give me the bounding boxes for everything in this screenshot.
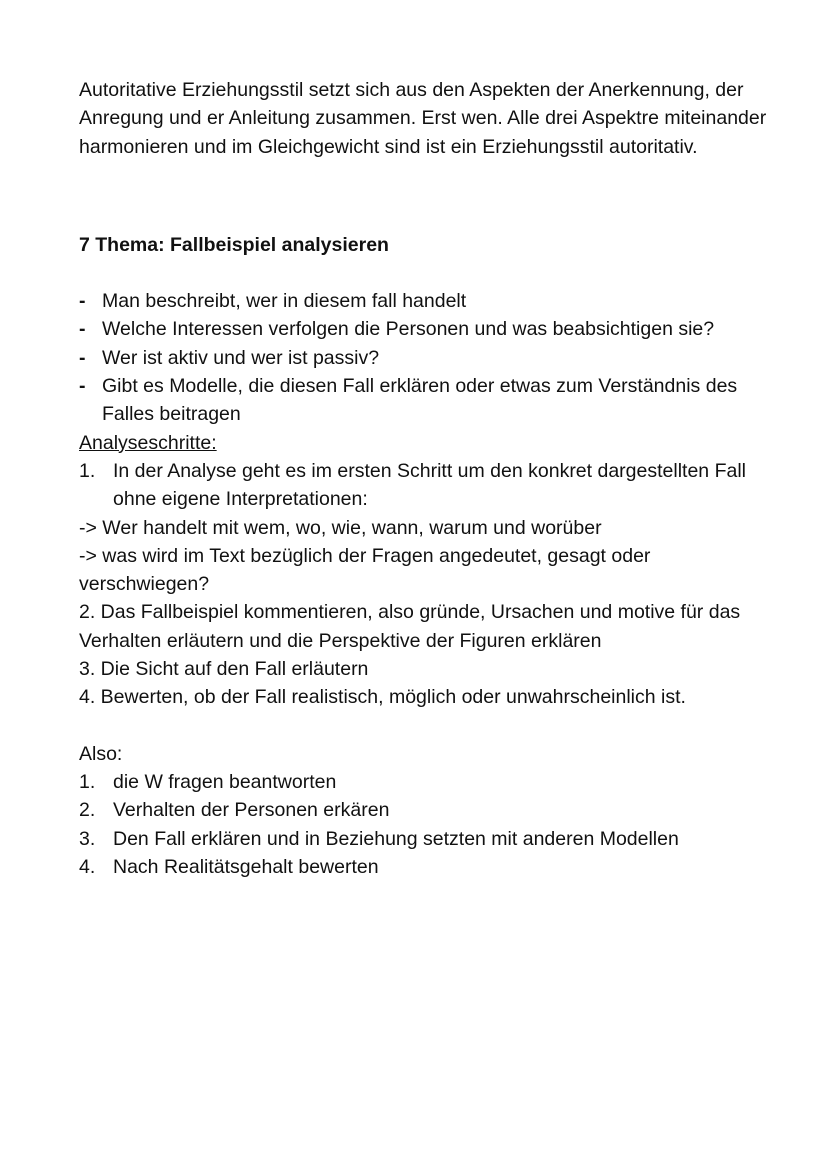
list-item bbox=[79, 825, 769, 853]
step-number: 1. bbox=[79, 770, 96, 793]
summary-title: Also: bbox=[79, 742, 123, 765]
summary-list bbox=[79, 768, 769, 881]
step-text: In der Analyse geht es im ersten Schritt um den konkret dargestellten Fall ohne eigene Interpretationen: bbox=[113, 459, 746, 511]
step-text: die W fragen beantworten bbox=[113, 770, 337, 793]
list-item bbox=[79, 768, 769, 796]
document-page bbox=[79, 76, 769, 881]
list-item bbox=[79, 287, 769, 315]
list-item bbox=[79, 344, 769, 372]
step-number: 3. bbox=[79, 827, 96, 850]
list-item-text: Gibt es Modelle, die diesen Fall erklären oder etwas zum Verständnis des Falles beitragen bbox=[102, 375, 738, 426]
list-item bbox=[79, 315, 769, 343]
question-list bbox=[79, 287, 769, 428]
dash-marker: - bbox=[79, 346, 86, 369]
dash-marker: - bbox=[79, 375, 86, 398]
list-item bbox=[79, 457, 769, 514]
section-heading: 7 Thema: Fallbeispiel analysieren bbox=[79, 233, 389, 256]
intro-paragraph: Autoritative Erziehungsstil setzt sich aus den Aspekten der Anerkennung, der Anregung und er Anleitung zusammen. Erst wen. Alle drei Aspektre miteinander harmonieren und im Gleichgewicht sind ist ein Erziehungsstil autoritativ. bbox=[79, 79, 767, 158]
step-number: 1. bbox=[79, 459, 96, 482]
step-text: Den Fall erklären und in Beziehung setzten mit anderen Modellen bbox=[113, 827, 679, 850]
list-item bbox=[79, 796, 769, 824]
step-text: Verhalten der Personen erkären bbox=[113, 799, 390, 822]
spacer bbox=[79, 712, 769, 740]
dash-marker: - bbox=[79, 318, 86, 341]
arrow-line: -> was wird im Text bezüglich der Fragen angedeutet, gesagt oder verschwiegen? bbox=[79, 544, 651, 596]
dash-marker: - bbox=[79, 290, 86, 313]
analyse-step: 2. Das Fallbeispiel kommentieren, also gründe, Ursachen und motive für das Verhalten erläutern und die Perspektive der Figuren erklären bbox=[79, 601, 741, 652]
analyse-step: 3. Die Sicht auf den Fall erläutern bbox=[79, 658, 369, 681]
step-text: Nach Realitätsgehalt bewerten bbox=[113, 855, 379, 878]
list-item bbox=[79, 853, 769, 881]
step-number: 2. bbox=[79, 799, 96, 822]
arrow-line: -> Wer handelt mit wem, wo, wie, wann, warum und worüber bbox=[79, 516, 602, 539]
list-item-text: Welche Interessen verfolgen die Personen und was beabsichtigen sie? bbox=[102, 318, 715, 341]
list-item bbox=[79, 372, 769, 429]
analyse-title: Analyseschritte: bbox=[79, 431, 217, 454]
step-number: 4. bbox=[79, 855, 96, 878]
analyse-step: 4. Bewerten, ob der Fall realistisch, möglich oder unwahrscheinlich ist. bbox=[79, 686, 686, 709]
list-item-text: Man beschreibt, wer in diesem fall handelt bbox=[102, 290, 467, 313]
analyse-step-list bbox=[79, 457, 769, 514]
list-item-text: Wer ist aktiv und wer ist passiv? bbox=[102, 346, 380, 369]
